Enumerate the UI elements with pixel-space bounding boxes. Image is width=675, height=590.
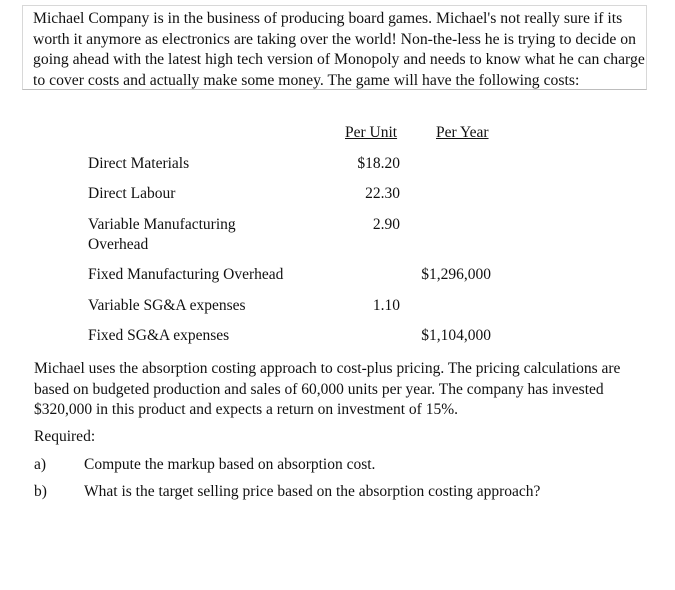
row-label-variable-mfg-overhead-line2: Overhead bbox=[88, 236, 149, 253]
intro-line: worth it anymore as electronics are taking over the world! Non-the-less he is trying to decide on bbox=[33, 30, 636, 48]
intro-line: Michael Company is in the business of producing board games. Michael's not really sure if its bbox=[33, 10, 623, 27]
row-label-variable-mfg-overhead-line1: Variable Manufacturing bbox=[88, 216, 236, 233]
row-per-unit-direct-materials: $18.20 bbox=[357, 155, 400, 172]
intro-paragraph bbox=[22, 5, 647, 90]
per-unit-header: Per Unit bbox=[345, 124, 398, 141]
row-label-variable-sga: Variable SG&A expenses bbox=[88, 297, 246, 314]
required-label: Required: bbox=[34, 428, 96, 445]
question-marker-b: b) bbox=[34, 483, 47, 500]
question-text-a: Compute the markup based on absorption cost. bbox=[84, 456, 376, 473]
row-label-direct-labour: Direct Labour bbox=[88, 185, 176, 202]
question-text-b: What is the target selling price based on the absorption costing approach? bbox=[84, 483, 541, 500]
question-marker-a: a) bbox=[34, 456, 47, 473]
row-per-year-fixed-sga: $1,104,000 bbox=[421, 327, 491, 344]
row-per-unit-variable-sga: 1.10 bbox=[372, 297, 400, 314]
intro-line: to cover costs and actually make some money. The game will have the following costs: bbox=[33, 71, 580, 89]
intro-line: going ahead with the latest high tech version of Monopoly and needs to know what he can charge bbox=[33, 51, 645, 69]
pricing-paragraph bbox=[34, 359, 664, 421]
pricing-line: Michael uses the absorption costing approach to cost-plus pricing. The pricing calculations are bbox=[34, 360, 621, 377]
row-label-direct-materials: Direct Materials bbox=[88, 155, 190, 172]
pricing-line: based on budgeted production and sales of 60,000 units per year. The company has invested bbox=[34, 380, 604, 398]
per-year-header: Per Year bbox=[436, 124, 489, 141]
row-label-fixed-mfg-overhead: Fixed Manufacturing Overhead bbox=[88, 266, 284, 283]
row-label-fixed-sga: Fixed SG&A expenses bbox=[88, 327, 230, 344]
row-per-unit-direct-labour: 22.30 bbox=[365, 185, 400, 202]
row-per-year-fixed-mfg-overhead: $1,296,000 bbox=[421, 266, 491, 283]
pricing-line: $320,000 in this product and expects a return on investment of 15%. bbox=[34, 401, 459, 419]
row-per-unit-variable-mfg-overhead: 2.90 bbox=[372, 216, 400, 233]
